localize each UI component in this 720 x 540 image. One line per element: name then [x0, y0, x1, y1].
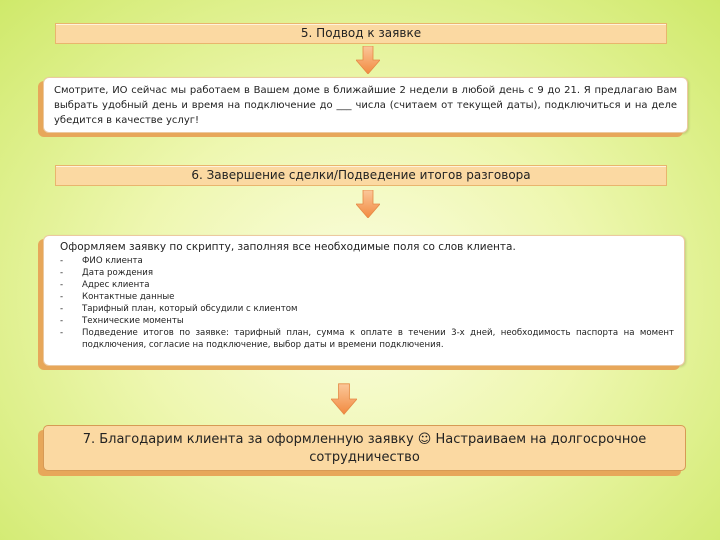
step6-intro: Оформляем заявку по скрипту, заполняя все необходимые поля со слов клиента.	[60, 241, 516, 253]
step5-title: 5. Подвод к заявке	[300, 26, 422, 40]
step5-script-text: Смотрите, ИО сейчас мы работаем в Вашем доме в ближайшие 2 недели в любой день с 9 до 21. Я предлагаю Вам выбрать удобный день и время на подключение до ___ числа (считаем от текущей даты), подключиться и на деле убедится в качестве услуг!	[54, 85, 677, 126]
list-item: - Подведение итогов по заявке: тарифный план, сумма к оплате в течении 3-х дней, необходимость паспорта на момент подключения, согласие на подключение, выбор даты и времени подключения.	[60, 327, 674, 351]
list-item: - Адрес клиента	[60, 279, 674, 291]
step6-checklist-box	[43, 235, 685, 366]
step5-header	[55, 23, 667, 44]
down-arrow-icon	[356, 190, 380, 218]
down-arrow-icon	[331, 383, 357, 415]
step6-header	[55, 165, 667, 186]
step6-checklist	[60, 255, 674, 351]
down-arrow-icon	[356, 46, 380, 74]
list-item: - Тарифный план, который обсудили с клиентом	[60, 303, 674, 315]
step7-title: 7. Благодарим клиента за оформленную заявку ☺ Настраиваем на долгосрочное сотрудничество	[82, 432, 647, 465]
list-item: - Дата рождения	[60, 267, 674, 279]
step7-box	[43, 425, 686, 471]
step6-title: 6. Завершение сделки/Подведение итогов разговора	[191, 168, 531, 182]
step5-script-box	[43, 77, 688, 133]
list-item: - Контактные данные	[60, 291, 674, 303]
list-item: - Технические моменты	[60, 315, 674, 327]
list-item: - ФИО клиента	[60, 255, 674, 267]
